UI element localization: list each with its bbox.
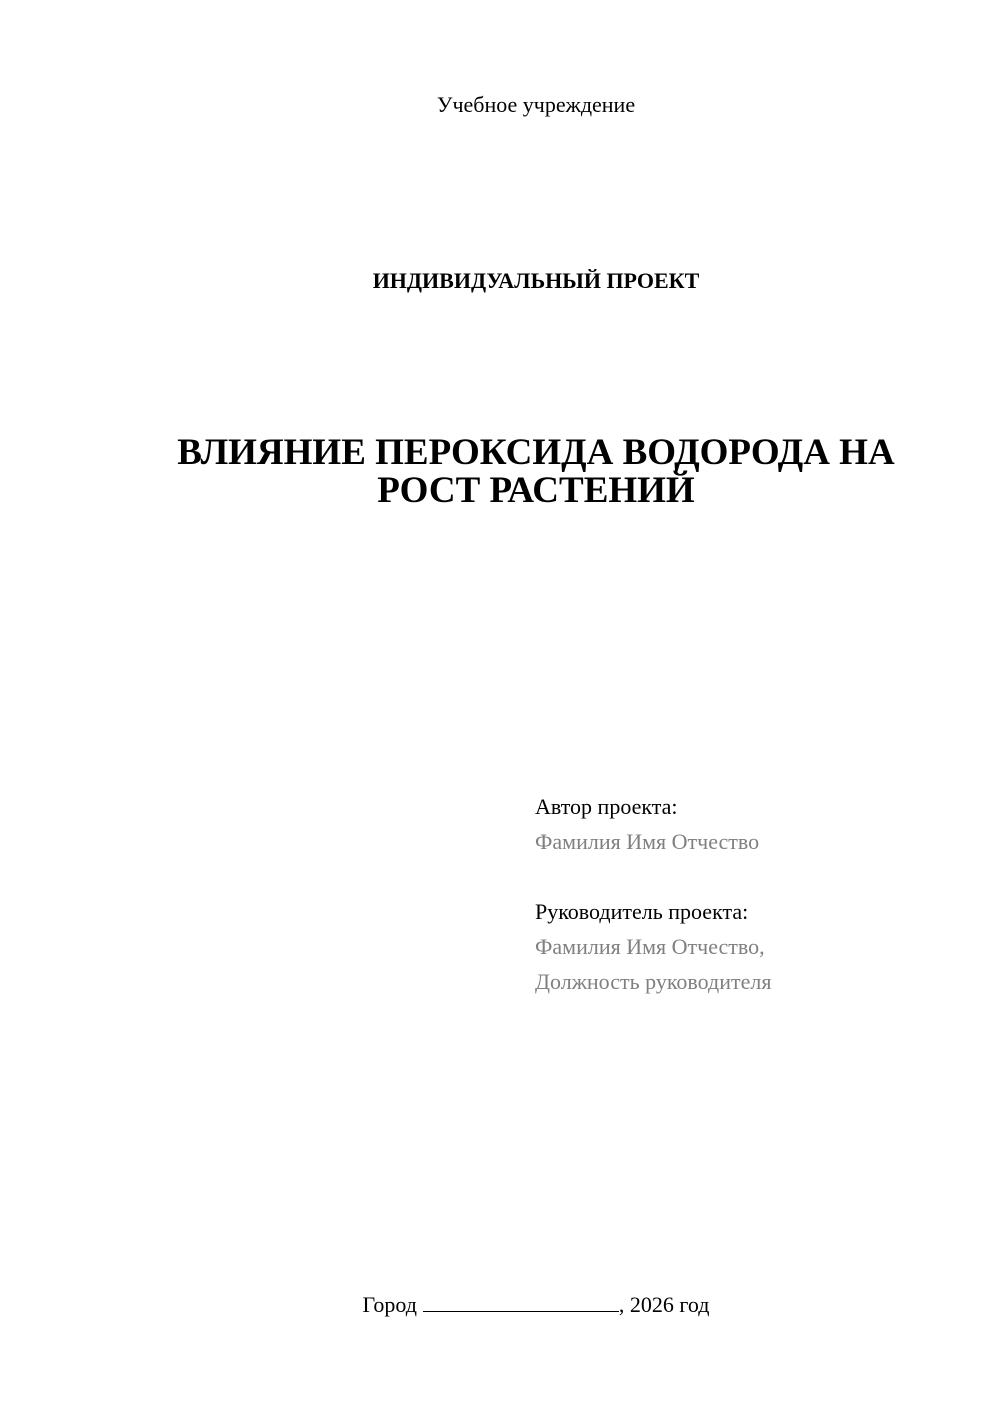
authorship-block [535,789,771,999]
supervisor-position-placeholder: Должность руководителя [535,969,772,994]
project-title-line-1: ВЛИЯНИЕ ПЕРОКСИДА ВОДОРОДА НА [177,432,895,473]
project-type-heading: ИНДИВИДУАЛЬНЫЙ ПРОЕКТ [372,268,700,293]
supervisor-label: Руководитель проекта: [535,899,749,924]
author-label: Автор проекта: [535,794,678,819]
year-text: , 2026 год [618,1292,710,1317]
project-title-line-2: РОСТ РАСТЕНИЙ [377,470,695,511]
city-blank-line [423,1291,619,1312]
spacer [535,859,771,894]
author-name-placeholder: Фамилия Имя Отчество [535,829,760,854]
institution-name: Учебное учреждение [436,92,636,117]
city-year-line [0,1290,1000,1320]
project-title [130,434,942,510]
supervisor-name-placeholder: Фамилия Имя Отчество, [535,934,765,959]
city-label: Город [362,1292,417,1317]
